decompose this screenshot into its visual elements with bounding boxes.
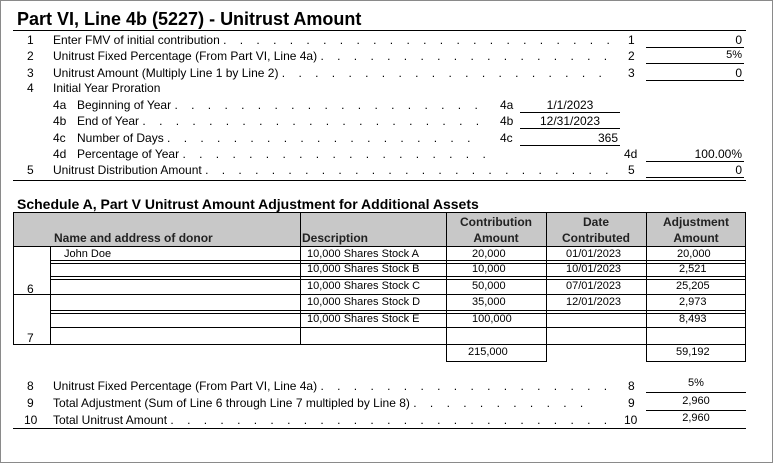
- line-4a-value: 1/1/2023: [546, 98, 594, 112]
- line-label: Total Unitrust Amount . . . . . . . . . . . . . . . . . . . . . . . . . . .: [53, 413, 613, 427]
- amount-cell: 50,000: [472, 280, 506, 292]
- line-ref: 5: [628, 163, 635, 177]
- description-cell: 10,000 Shares Stock A: [307, 248, 419, 260]
- date-cell: 01/01/2023: [566, 248, 622, 260]
- adjustment-cell: 20,000: [677, 248, 711, 260]
- total-amount: 215,000: [468, 346, 508, 358]
- line-number: 4: [27, 81, 34, 95]
- total-adjustment: 59,192: [676, 346, 710, 358]
- line-label: Unitrust Distribution Amount . . . . . . . . . . . . . . . . . . . . . . . . .: [53, 163, 614, 177]
- table-top-border: [13, 212, 746, 213]
- amount-cell: 20,000: [472, 248, 506, 260]
- line-number: 3: [27, 66, 34, 80]
- schedule-title: Schedule A, Part V Unitrust Amount Adjustment for Additional Assets: [17, 196, 479, 212]
- line-4b-value: 12/31/2023: [539, 114, 601, 128]
- line-5-underline: [646, 177, 744, 178]
- description-cell: 10,000 Shares Stock D: [307, 296, 421, 308]
- line-label: Unitrust Fixed Percentage (From Part VI, Line 4a) . . . . . . . . . . . . . . . . . .: [53, 49, 613, 63]
- line-5-value: 0: [735, 163, 742, 177]
- line-label: Percentage of Year . . . . . . . . . . . . . . . . . . .: [77, 147, 491, 161]
- table-header-border: [13, 246, 746, 247]
- table-left-border: [13, 212, 14, 345]
- line-8-underline: [646, 392, 746, 393]
- line-number: 2: [27, 49, 34, 63]
- line-label: Enter FMV of initial contribution . . . . . . . . . . . . . . . . . . . . . . . .: [53, 33, 615, 47]
- date-cell: 07/01/2023: [566, 280, 622, 292]
- table-right-border: [745, 212, 746, 362]
- page-title: Part VI, Line 4b (5227) - Unitrust Amount: [17, 9, 362, 29]
- line-4d-value: 100.00%: [694, 147, 742, 161]
- line-4d-underline: [646, 161, 744, 162]
- line-10-value: 2,960: [682, 412, 710, 424]
- row-separator: [13, 294, 746, 295]
- line-label: Unitrust Amount (Multiply Line 1 by Line 2) . . . . . . . . . . . . . . . . . . . .: [53, 66, 607, 80]
- line-ref: 4c: [500, 131, 513, 145]
- adjustment-cell: 25,205: [676, 280, 710, 292]
- line-1-underline: [646, 47, 744, 48]
- total-underline: [446, 361, 546, 362]
- total-underline: [646, 361, 746, 362]
- line-3-value: 0: [735, 66, 742, 80]
- line-ref: 4b: [500, 114, 514, 128]
- line-number: 9: [27, 396, 34, 410]
- line-2-value: 5%: [726, 49, 742, 61]
- header-contribution-2: Amount: [473, 231, 519, 245]
- header-contribution-1: Contribution: [460, 215, 532, 229]
- line-4b-underline: [520, 128, 620, 129]
- line-label: Number of Days . . . . . . . . . . . . . . . . . . .: [77, 131, 476, 145]
- line-ref: 4d: [624, 147, 638, 161]
- amount-cell: 10,000: [472, 263, 506, 275]
- adjustment-cell: 8,493: [679, 313, 707, 325]
- header-adjustment-1: Adjustment: [663, 215, 729, 229]
- adjustment-cell: 2,521: [679, 263, 707, 275]
- line-label: Unitrust Fixed Percentage (From Part VI, Line 4a) . . . . . . . . . . . . . . . . . .: [53, 379, 613, 393]
- description-cell: 10,000 Shares Stock B: [307, 263, 420, 275]
- col-divider-date: [546, 212, 547, 362]
- line-label: Initial Year Proration: [53, 81, 161, 95]
- col-divider-amount: [446, 212, 447, 362]
- line-number: 10: [24, 413, 38, 427]
- line-number: 5: [27, 163, 34, 177]
- line-8-value: 5%: [688, 377, 704, 389]
- line-number: 4b: [53, 114, 67, 128]
- header-date-2: Contributed: [562, 231, 630, 245]
- amount-cell: 100,000: [472, 313, 512, 325]
- header-date-1: Date: [582, 215, 609, 229]
- line-ref: 1: [628, 33, 635, 47]
- line-number: 8: [27, 379, 34, 393]
- line-1-value: 0: [735, 33, 742, 47]
- line-3-underline: [646, 80, 744, 81]
- line-ref: 3: [628, 66, 635, 80]
- line-9-underline: [646, 410, 746, 411]
- line-9-value: 2,960: [682, 395, 710, 407]
- line-ref: 8: [628, 379, 635, 393]
- line-label: Beginning of Year . . . . . . . . . . . . . . . . . . .: [77, 98, 483, 112]
- header-donor: Name and address of donor: [54, 231, 213, 245]
- line-label: End of Year . . . . . . . . . . . . . . . . . . . . .: [77, 114, 485, 128]
- header-description: Description: [302, 231, 369, 245]
- line-ref: 9: [628, 396, 635, 410]
- line-ref: 10: [624, 413, 638, 427]
- line-number: 4c: [53, 131, 66, 145]
- row-separator: [13, 344, 746, 345]
- line-number: 1: [27, 33, 34, 47]
- bottom-rule: [13, 428, 746, 429]
- adjustment-cell: 2,973: [679, 296, 707, 308]
- description-cell: 10,000 Shares Stock C: [307, 280, 421, 292]
- section-rule: [13, 180, 746, 181]
- line-4a-underline: [520, 112, 620, 113]
- line-ref: 2: [628, 49, 635, 63]
- line-number: 4d: [53, 147, 67, 161]
- col-divider-adjustment: [646, 212, 647, 362]
- row-label-6: 6: [27, 282, 34, 296]
- line-ref: 4a: [500, 98, 514, 112]
- date-cell: 12/01/2023: [566, 296, 622, 308]
- row-label-7: 7: [27, 331, 34, 345]
- date-cell: 10/01/2023: [566, 263, 622, 275]
- line-label: Total Adjustment (Sum of Line 6 through Line 7 multipled by Line 8) . . . . . . . . . . .: [53, 396, 589, 410]
- description-cell: 10,000 Shares Stock E: [307, 313, 420, 325]
- title-rule: [13, 30, 746, 31]
- amount-cell: 35,000: [472, 296, 506, 308]
- header-adjustment-2: Amount: [673, 231, 719, 245]
- line-4c-value: 365: [597, 131, 618, 145]
- donor-cell: John Doe: [64, 248, 112, 260]
- row-separator: [50, 327, 746, 328]
- line-4c-underline: [520, 145, 620, 146]
- line-2-underline: [646, 63, 744, 64]
- line-number: 4a: [53, 98, 67, 112]
